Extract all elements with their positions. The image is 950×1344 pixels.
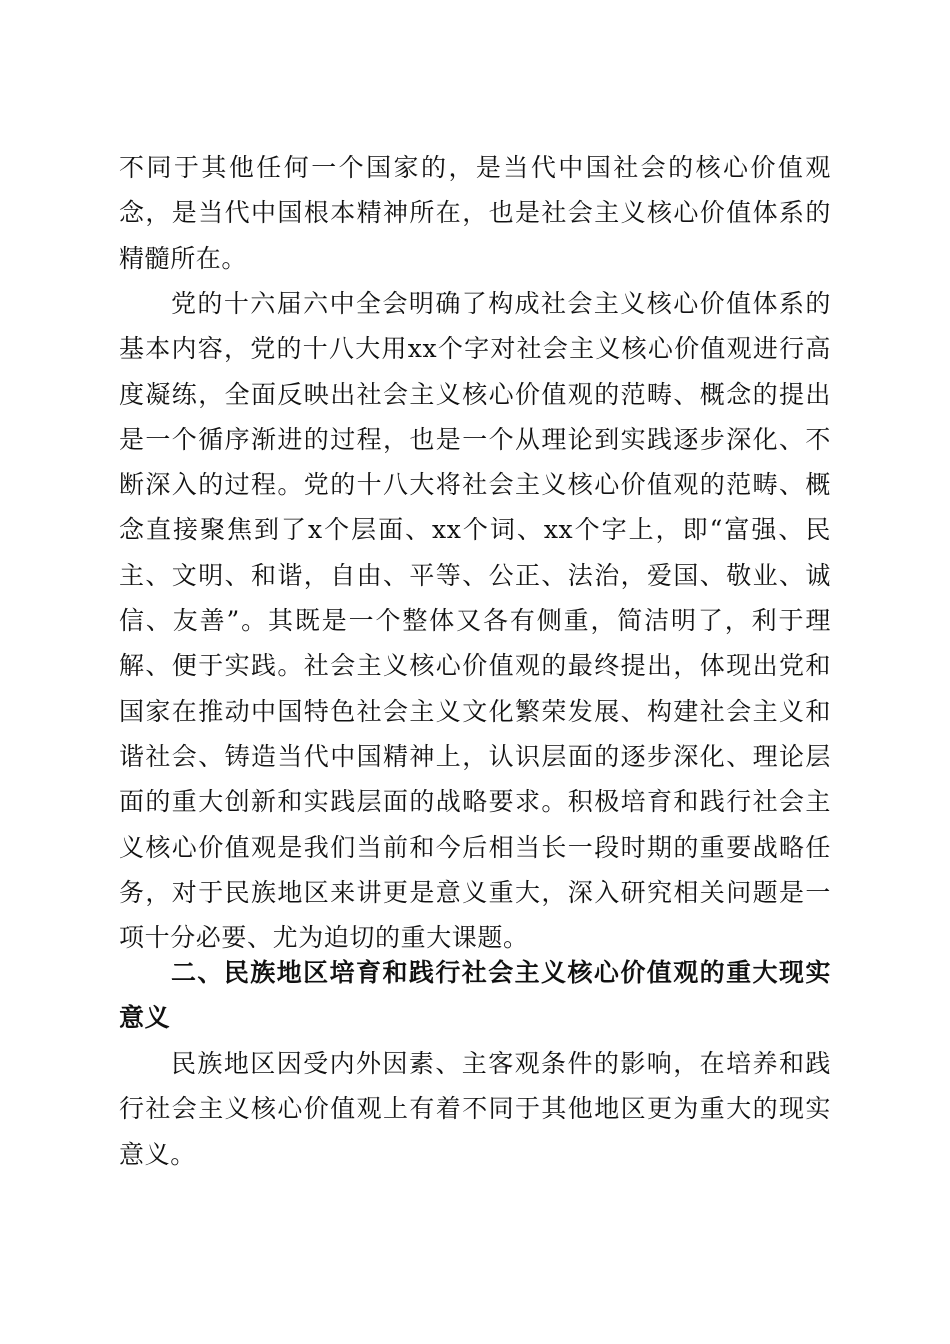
paragraph-main-block bbox=[119, 281, 831, 960]
paragraph-last-block bbox=[119, 1041, 831, 1177]
paragraph-continuation: 不同于其他任何一个国家的，是当代中国社会的核心价值观念，是当代中国根本精神所在，也是社会主义核心价值体系的精髓所在。 bbox=[119, 153, 831, 273]
paragraph-main: 党的十六届六中全会明确了构成社会主义核心价值体系的基本内容，党的十八大用xx个字对社会主义核心价值观进行高度凝练，全面反映出社会主义核心价值观的范畴、概念的提出是一个循序渐进的过程，也是一个从理论到实践逐步深化、不断深入的过程。党的十八大将社会主义核心价值观的范畴、概念直接聚焦到了x个层面、xx个词、xx个字上，即“富强、民主、文明、和谐，自由、平等、公正、法治，爱国、敬业、诚信、友善”。其既是一个整体又各有侧重，简洁明了，利于理解、便于实践。社会主义核心价值观的最终提出，体现出党和国家在推动中国特色社会主义文化繁荣发展、构建社会主义和谐社会、铸造当代中国精神上，认识层面的逐步深化、理论层面的重大创新和实践层面的战略要求。积极培育和践行社会主义核心价值观是我们当前和今后相当长一段时期的重要战略任务，对于民族地区来讲更是意义重大，深入研究相关问题是一项十分必要、尤为迫切的重大课题。 bbox=[119, 289, 831, 953]
section-heading: 二、民族地区培育和践行社会主义核心价值观的重大现实意义 bbox=[119, 958, 831, 1033]
section-heading-block bbox=[119, 950, 831, 1041]
paragraph-continuation-block bbox=[119, 145, 831, 281]
paragraph-last: 民族地区因受内外因素、主客观条件的影响，在培养和践行社会主义核心价值观上有着不同于其他地区更为重大的现实意义。 bbox=[119, 1049, 831, 1169]
